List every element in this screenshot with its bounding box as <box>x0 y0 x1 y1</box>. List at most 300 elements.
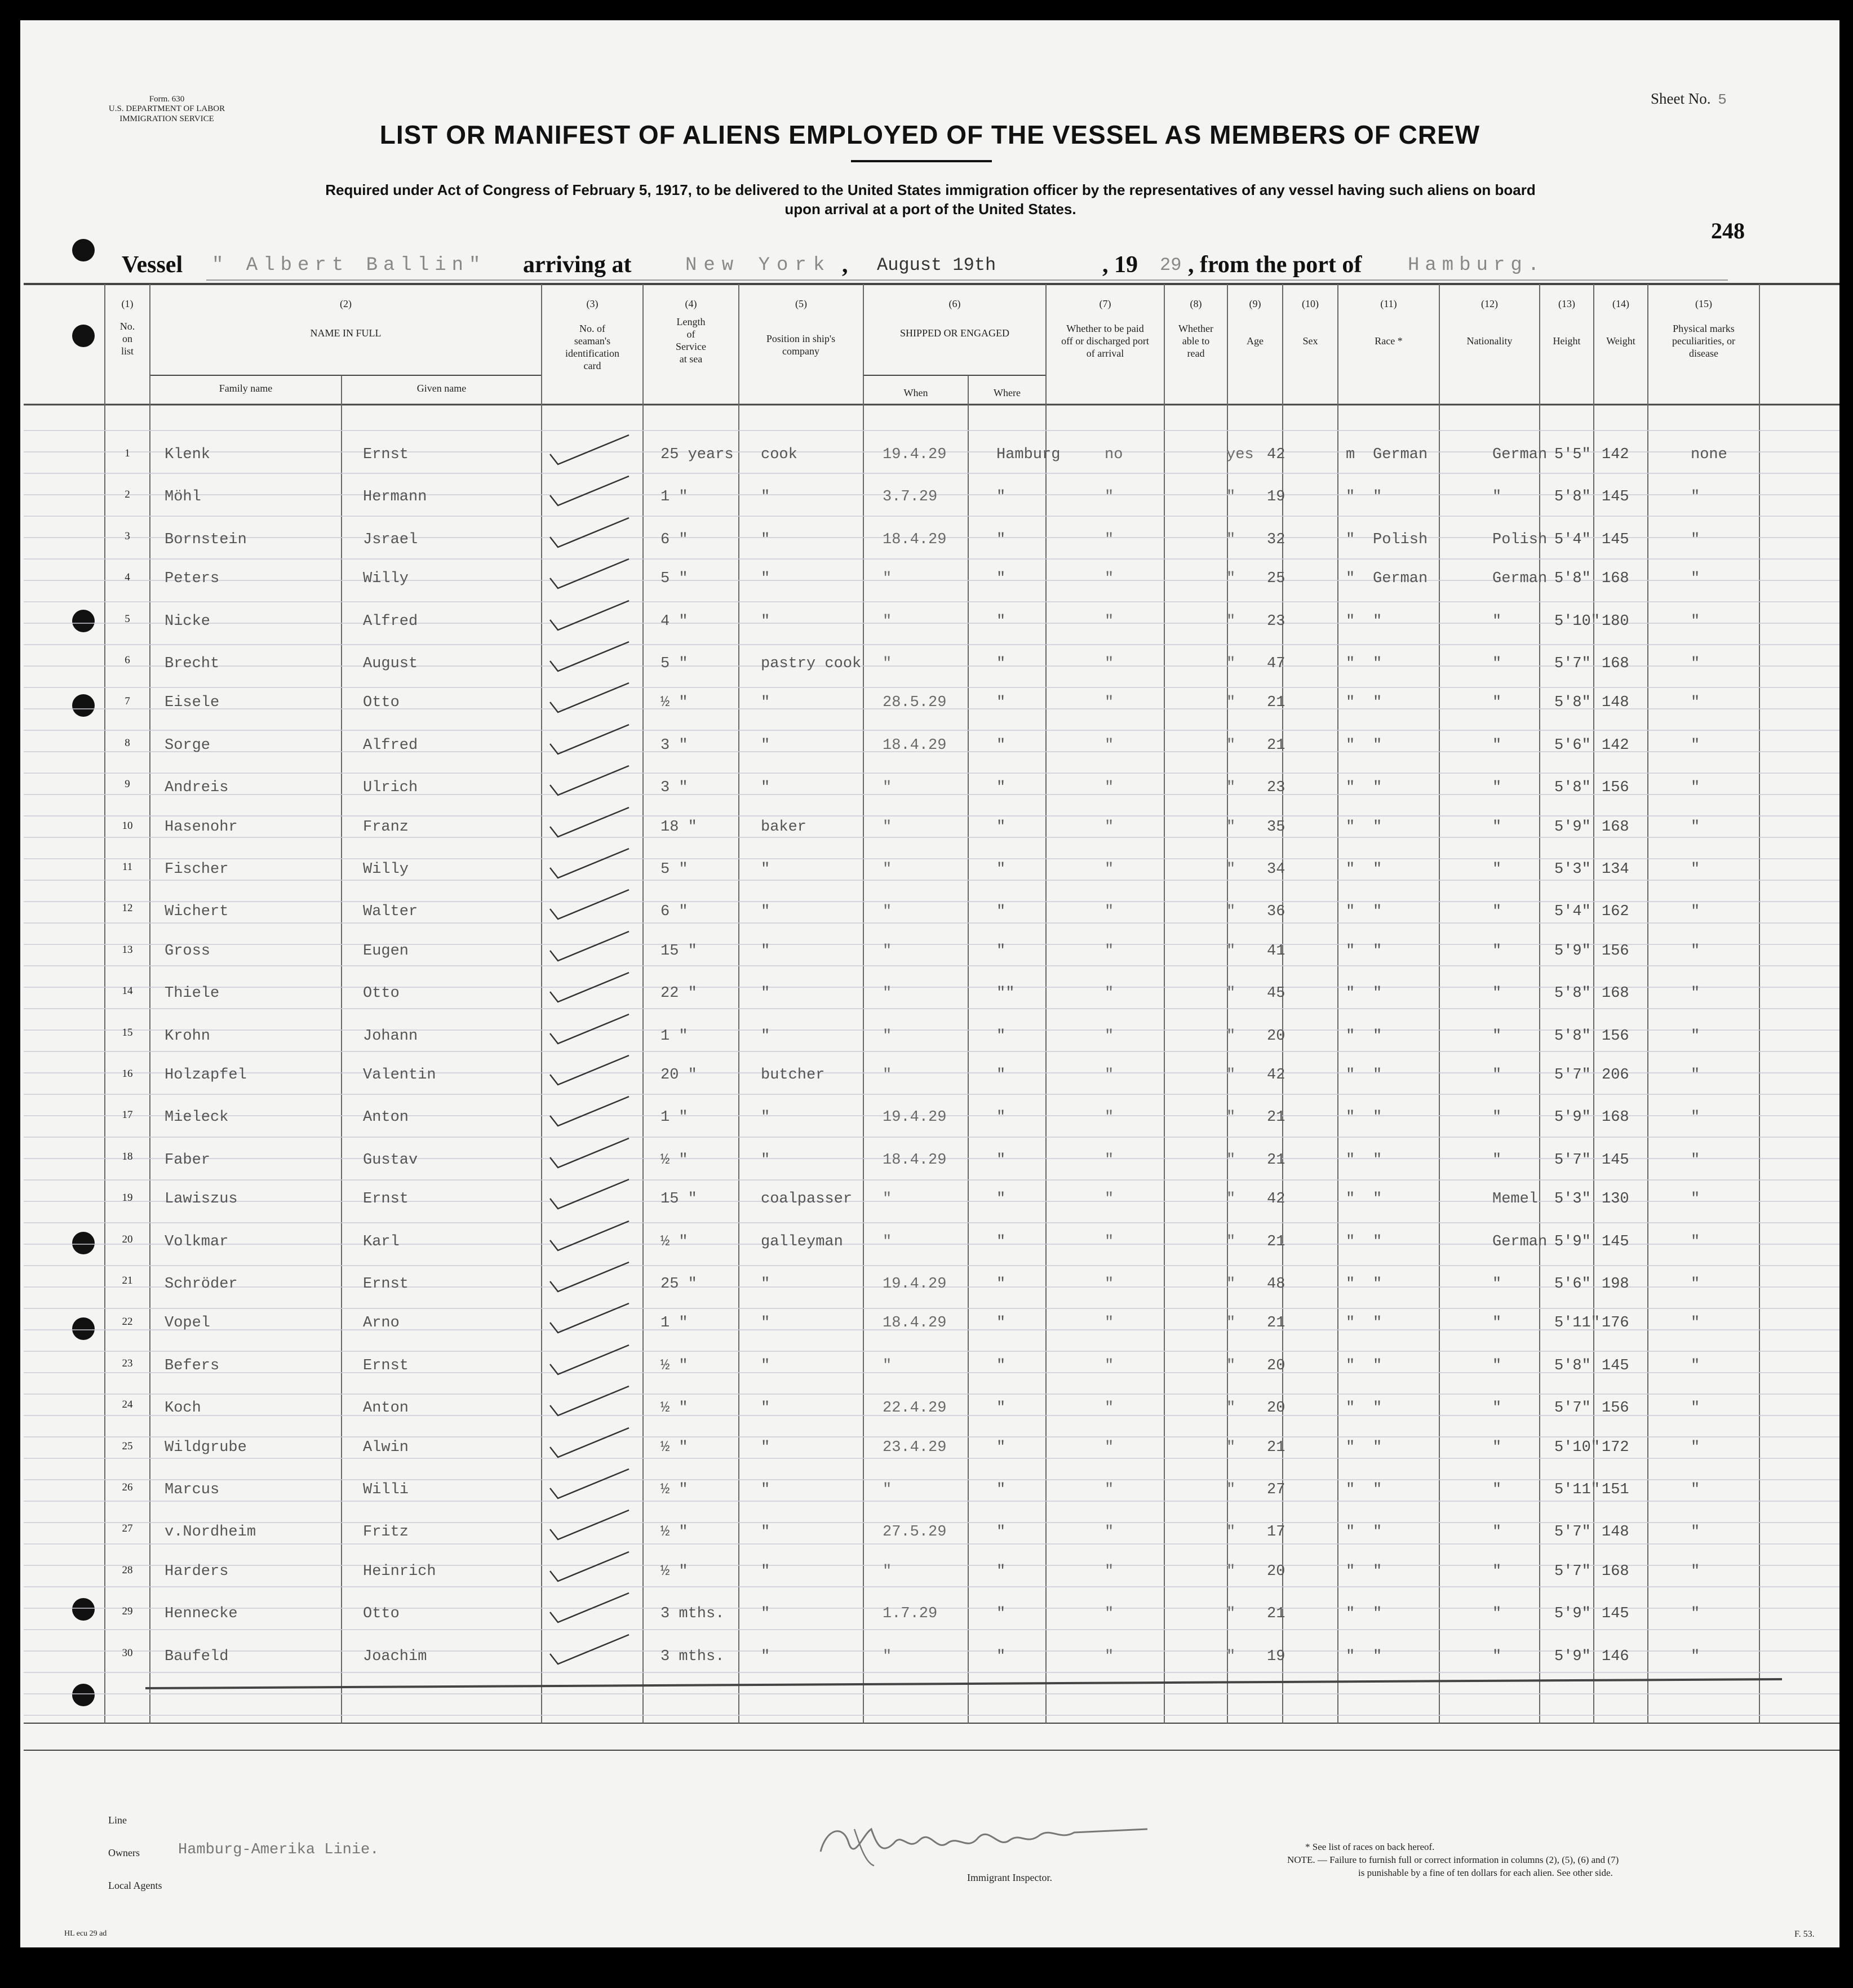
race-cell: " <box>1373 1109 1382 1126</box>
col10-number: (10) <box>1302 298 1319 309</box>
row-number: 8 <box>125 736 130 749</box>
col-race: Race * <box>1375 335 1403 347</box>
row-number: 27 <box>122 1523 133 1535</box>
col-no-on-list: No. on list <box>119 321 135 357</box>
height-cell: 5'9" <box>1554 942 1591 960</box>
weight-cell: 145 <box>1602 531 1629 548</box>
position-cell: " <box>761 694 770 712</box>
check-mark-icon <box>544 678 640 718</box>
sex-cell: " <box>1346 1191 1355 1208</box>
year-suffix: 29 <box>1160 255 1182 276</box>
able-to-read-cell: " <box>1226 613 1236 630</box>
shipped-when-cell: 18.4.29 <box>883 1151 947 1169</box>
paid-off-cell: " <box>1105 1027 1114 1045</box>
race-cell: " <box>1373 903 1382 921</box>
paid-off-cell: " <box>1105 1276 1114 1293</box>
shipped-where-cell: " <box>996 1067 1006 1084</box>
department-name: U.S. DEPARTMENT OF LABOR <box>108 104 225 114</box>
race-cell: " <box>1373 1439 1382 1456</box>
col15-number: (15) <box>1695 298 1712 309</box>
nationality-cell: " <box>1492 489 1502 506</box>
given-name-cell: Gustav <box>363 1151 418 1169</box>
col-family-name: Family name <box>219 383 273 394</box>
shipped-when-cell: " <box>883 985 892 1002</box>
check-mark-icon <box>544 1010 640 1049</box>
check-mark-icon <box>544 1299 640 1338</box>
nationality-cell: Polish <box>1492 531 1548 548</box>
family-name-cell: Koch <box>165 1400 201 1417</box>
local-agents-label: Local Agents <box>108 1880 162 1891</box>
check-mark-icon <box>544 431 640 470</box>
family-name-cell: Klenk <box>165 446 211 463</box>
shipped-when-cell: " <box>883 861 892 878</box>
family-name-cell: Nicke <box>165 613 211 630</box>
able-to-read-cell: " <box>1226 1400 1236 1417</box>
given-name-cell: Anton <box>363 1400 409 1417</box>
shipped-when-cell: " <box>883 903 892 921</box>
arrival-date: August 19th <box>877 255 996 276</box>
height-cell: 5'3" <box>1554 861 1591 878</box>
penalty-note-cont: is punishable by a fine of ten dollars for each alien. See other side. <box>1358 1867 1613 1878</box>
given-name-cell: Otto <box>363 694 400 712</box>
row-number: 22 <box>122 1316 133 1328</box>
col8-number: (8) <box>1190 298 1202 309</box>
shipped-where-cell: " <box>996 1524 1006 1541</box>
height-cell: 5'6" <box>1554 1276 1591 1293</box>
able-to-read-cell: " <box>1226 1276 1236 1293</box>
family-name-cell: Harders <box>165 1563 229 1580</box>
weight-cell: 162 <box>1602 903 1629 921</box>
family-name-cell: Sorge <box>165 736 211 754</box>
race-cell: " <box>1373 1276 1382 1293</box>
row-number: 23 <box>122 1357 133 1369</box>
physical-marks-cell: " <box>1691 861 1700 878</box>
row-number: 6 <box>125 654 130 666</box>
service-length-cell: ½ " <box>660 1439 688 1456</box>
sex-cell: " <box>1346 570 1355 588</box>
height-cell: 5'9" <box>1554 1233 1591 1250</box>
family-name-cell: Krohn <box>165 1027 211 1045</box>
physical-marks-cell: " <box>1691 985 1700 1002</box>
nationality-cell: " <box>1492 861 1502 878</box>
sheet-value: 5 <box>1718 91 1727 108</box>
race-cell: " <box>1373 818 1382 836</box>
age-cell: 21 <box>1267 1233 1285 1250</box>
paid-off-cell: " <box>1105 613 1114 630</box>
physical-marks-cell: none <box>1691 446 1727 463</box>
physical-marks-cell: " <box>1691 1233 1700 1250</box>
subtitle-line-2: upon arrival at a port of the United States. <box>784 201 1076 218</box>
check-mark-icon <box>544 1258 640 1297</box>
col5-number: (5) <box>795 298 807 309</box>
paid-off-cell: " <box>1105 655 1114 672</box>
departure-port: Hamburg. <box>1408 255 1545 276</box>
col-able-to-read: Whether able to read <box>1178 323 1213 359</box>
service-length-cell: ½ " <box>660 1357 688 1374</box>
family-name-cell: Bornstein <box>165 531 247 548</box>
owners-value: Hamburg-Amerika Linie. <box>178 1841 379 1858</box>
nationality-cell: " <box>1492 613 1502 630</box>
service-length-cell: 18 " <box>660 818 697 836</box>
nationality-cell: " <box>1492 1481 1502 1498</box>
shipped-when-cell: " <box>883 1067 892 1084</box>
race-cell: " <box>1373 1027 1382 1045</box>
given-name-cell: Franz <box>363 818 409 836</box>
row-number: 15 <box>122 1026 133 1039</box>
position-cell: cook <box>761 446 797 463</box>
nationality-cell: " <box>1492 1563 1502 1580</box>
row-number: 25 <box>122 1440 133 1452</box>
paid-off-cell: " <box>1105 861 1114 878</box>
weight-cell: 145 <box>1602 489 1629 506</box>
service-length-cell: 25 " <box>660 1276 697 1293</box>
check-mark-icon <box>544 1506 640 1545</box>
weight-cell: 130 <box>1602 1191 1629 1208</box>
row-number: 4 <box>125 571 130 584</box>
sex-cell: " <box>1346 1648 1355 1665</box>
physical-marks-cell: " <box>1691 655 1700 672</box>
family-name-cell: Vopel <box>165 1315 211 1332</box>
shipped-where-cell: " <box>996 1027 1006 1045</box>
given-name-cell: Ernst <box>363 1357 409 1374</box>
position-cell: " <box>761 1151 770 1169</box>
shipped-when-cell: 19.4.29 <box>883 1109 947 1126</box>
physical-marks-cell: " <box>1691 1357 1700 1374</box>
given-name-cell: Otto <box>363 985 400 1002</box>
age-cell: 17 <box>1267 1524 1285 1541</box>
col-name-in-full: NAME IN FULL <box>310 327 382 339</box>
weight-cell: 156 <box>1602 779 1629 797</box>
able-to-read-cell: " <box>1226 1027 1236 1045</box>
vessel-name: " Albert Ballin" <box>212 255 486 276</box>
col-weight: Weight <box>1606 335 1635 347</box>
from-port-label: , from the port of <box>1188 252 1362 278</box>
print-code: HL ecu 29 ad <box>64 1929 107 1938</box>
given-name-cell: Karl <box>363 1233 400 1250</box>
inspector-signature <box>809 1812 1159 1874</box>
age-cell: 19 <box>1267 1648 1285 1665</box>
race-cell: " <box>1373 1400 1382 1417</box>
weight-cell: 172 <box>1602 1439 1629 1456</box>
weight-cell: 145 <box>1602 1233 1629 1250</box>
sex-cell: " <box>1346 489 1355 506</box>
col-paid-off: Whether to be paid off or discharged port of arrival <box>1061 323 1149 359</box>
check-mark-icon <box>544 720 640 760</box>
given-name-cell: Alwin <box>363 1439 409 1456</box>
family-name-cell: Volkmar <box>165 1233 229 1250</box>
row-number: 18 <box>122 1150 133 1162</box>
age-cell: 42 <box>1267 1067 1285 1084</box>
height-cell: 5'8" <box>1554 985 1591 1002</box>
nationality-cell: " <box>1492 1276 1502 1293</box>
col4-number: (4) <box>685 298 697 309</box>
form-code: F. 53. <box>1794 1929 1815 1939</box>
family-name-cell: Wichert <box>165 903 229 921</box>
nationality-cell: " <box>1492 942 1502 960</box>
weight-cell: 206 <box>1602 1067 1629 1084</box>
row-number: 24 <box>122 1399 133 1411</box>
physical-marks-cell: " <box>1691 942 1700 960</box>
family-name-cell: Eisele <box>165 694 220 712</box>
paid-off-cell: " <box>1105 1109 1114 1126</box>
shipped-when-cell: 27.5.29 <box>883 1524 947 1541</box>
height-cell: 5'5" <box>1554 446 1591 463</box>
position-cell: pastry cook <box>761 655 862 672</box>
race-cell: " <box>1373 694 1382 712</box>
shipped-when-cell: 22.4.29 <box>883 1400 947 1417</box>
given-name-cell: Valentin <box>363 1067 436 1084</box>
col3-number: (3) <box>586 298 599 309</box>
able-to-read-cell: " <box>1226 1524 1236 1541</box>
shipped-when-cell: 18.4.29 <box>883 531 947 548</box>
shipped-where-cell: " <box>996 779 1006 797</box>
physical-marks-cell: " <box>1691 1648 1700 1665</box>
able-to-read-cell: " <box>1226 1357 1236 1374</box>
physical-marks-cell: " <box>1691 736 1700 754</box>
given-name-cell: Johann <box>363 1027 418 1045</box>
height-cell: 5'3" <box>1554 1191 1591 1208</box>
sex-cell: " <box>1346 1067 1355 1084</box>
position-cell: " <box>761 570 770 588</box>
physical-marks-cell: " <box>1691 1067 1700 1084</box>
race-cell: " <box>1373 736 1382 754</box>
row-number: 3 <box>125 530 130 542</box>
service-length-cell: ½ " <box>660 1151 688 1169</box>
race-cell: " <box>1373 861 1382 878</box>
shipped-when-cell: 18.4.29 <box>883 736 947 754</box>
position-cell: " <box>761 1276 770 1293</box>
family-name-cell: Holzapfel <box>165 1067 247 1084</box>
nationality-cell: " <box>1492 1109 1502 1126</box>
age-cell: 20 <box>1267 1563 1285 1580</box>
shipped-when-cell: " <box>883 1648 892 1665</box>
position-cell: butcher <box>761 1067 825 1084</box>
nationality-cell: German <box>1492 1233 1548 1250</box>
race-cell: " <box>1373 1524 1382 1541</box>
service-length-cell: 3 " <box>660 779 688 797</box>
paid-off-cell: " <box>1105 903 1114 921</box>
nationality-cell: " <box>1492 903 1502 921</box>
family-name-cell: Peters <box>165 570 220 588</box>
age-cell: 21 <box>1267 1439 1285 1456</box>
col-seaman-card: No. of seaman's identification card <box>565 323 619 371</box>
check-mark-icon <box>544 927 640 966</box>
sex-cell: " <box>1346 861 1355 878</box>
col-age: Age <box>1247 335 1264 347</box>
position-cell: " <box>761 1439 770 1456</box>
check-mark-icon <box>544 1134 640 1173</box>
row-number: 12 <box>122 902 133 915</box>
family-name-cell: v.Nordheim <box>165 1524 256 1541</box>
sheet-label: Sheet No. <box>1651 90 1711 107</box>
given-name-cell: Otto <box>363 1605 400 1623</box>
given-name-cell: Hermann <box>363 489 427 506</box>
col-length-service: Length of Service at sea <box>676 316 706 365</box>
paid-off-cell: " <box>1105 489 1114 506</box>
able-to-read-cell: " <box>1226 1648 1236 1665</box>
height-cell: 5'7" <box>1554 1524 1591 1541</box>
shipped-when-cell: " <box>883 570 892 588</box>
position-cell: " <box>761 861 770 878</box>
physical-marks-cell: " <box>1691 818 1700 836</box>
height-cell: 5'10" <box>1554 1439 1601 1456</box>
paid-off-cell: " <box>1105 1400 1114 1417</box>
physical-marks-cell: " <box>1691 1481 1700 1498</box>
family-name-cell: Marcus <box>165 1481 220 1498</box>
physical-marks-cell: " <box>1691 531 1700 548</box>
service-length-cell: 6 " <box>660 903 688 921</box>
sex-cell: " <box>1346 903 1355 921</box>
check-mark-icon <box>544 1092 640 1131</box>
shipped-where-cell: " <box>996 818 1006 836</box>
shipped-where-cell: " <box>996 736 1006 754</box>
position-cell: " <box>761 1481 770 1498</box>
race-cell: " <box>1373 985 1382 1002</box>
check-mark-icon <box>544 1423 640 1463</box>
position-cell: " <box>761 942 770 960</box>
vessel-line: Vessel " Albert Ballin" arriving at New York , August 19th , 19 29 , from the port of Hamburg. <box>122 247 1739 286</box>
position-cell: coalpasser <box>761 1191 853 1208</box>
check-mark-icon <box>544 1465 640 1504</box>
weight-cell: 156 <box>1602 942 1629 960</box>
col12-number: (12) <box>1481 298 1498 309</box>
given-name-cell: Ernst <box>363 446 409 463</box>
physical-marks-cell: " <box>1691 1524 1700 1541</box>
check-mark-icon <box>544 1588 640 1628</box>
physical-marks-cell: " <box>1691 489 1700 506</box>
position-cell: " <box>761 1648 770 1665</box>
service-length-cell: 5 " <box>660 655 688 672</box>
able-to-read-cell: " <box>1226 1315 1236 1332</box>
sex-cell: " <box>1346 1233 1355 1250</box>
service-length-cell: ½ " <box>660 1233 688 1250</box>
paid-off-cell: " <box>1105 1524 1114 1541</box>
age-cell: 45 <box>1267 985 1285 1002</box>
penalty-note: NOTE. — Failure to furnish full or correct information in columns (2), (5), (6) and (7) <box>1287 1854 1619 1865</box>
weight-cell: 180 <box>1602 613 1629 630</box>
sex-cell: " <box>1346 779 1355 797</box>
race-cell: " <box>1373 489 1382 506</box>
given-name-cell: Willy <box>363 861 409 878</box>
physical-marks-cell: " <box>1691 903 1700 921</box>
given-name-cell: Joachim <box>363 1648 427 1665</box>
physical-marks-cell: " <box>1691 1315 1700 1332</box>
position-cell: galleyman <box>761 1233 843 1250</box>
weight-cell: 145 <box>1602 1151 1629 1169</box>
given-name-cell: Ernst <box>363 1191 409 1208</box>
height-cell: 5'8" <box>1554 489 1591 506</box>
sex-cell: " <box>1346 736 1355 754</box>
height-cell: 5'8" <box>1554 570 1591 588</box>
col-physical-marks: Physical marks peculiarities, or disease <box>1672 323 1735 359</box>
nationality-cell: " <box>1492 1315 1502 1332</box>
check-mark-icon <box>544 1175 640 1214</box>
age-cell: 20 <box>1267 1027 1285 1045</box>
given-name-cell: Alfred <box>363 736 418 754</box>
weight-cell: 168 <box>1602 818 1629 836</box>
check-mark-icon <box>544 637 640 677</box>
row-number: 2 <box>125 489 130 501</box>
col-height: Height <box>1553 335 1581 347</box>
height-cell: 5'10" <box>1554 613 1601 630</box>
family-name-cell: Möhl <box>165 489 201 506</box>
race-cell: " <box>1373 1605 1382 1623</box>
weight-cell: 168 <box>1602 985 1629 1002</box>
sex-cell: " <box>1346 1605 1355 1623</box>
given-name-cell: Willi <box>363 1481 409 1498</box>
able-to-read-cell: " <box>1226 1481 1236 1498</box>
sex-cell: " <box>1346 1524 1355 1541</box>
position-cell: " <box>761 1027 770 1045</box>
able-to-read-cell: " <box>1226 942 1236 960</box>
service-length-cell: 3 mths. <box>660 1648 725 1665</box>
row-number: 19 <box>122 1192 133 1204</box>
row-number: 17 <box>122 1109 133 1121</box>
able-to-read-cell: " <box>1226 655 1236 672</box>
able-to-read-cell: " <box>1226 570 1236 588</box>
col2-number: (2) <box>340 298 352 309</box>
sex-cell: " <box>1346 1276 1355 1293</box>
shipped-when-cell: 23.4.29 <box>883 1439 947 1456</box>
race-cell: " <box>1373 613 1382 630</box>
service-length-cell: 4 " <box>660 613 688 630</box>
paid-off-cell: " <box>1105 1233 1114 1250</box>
shipped-where-cell: " <box>996 613 1006 630</box>
paid-off-cell: " <box>1105 1067 1114 1084</box>
sex-cell: " <box>1346 1315 1355 1332</box>
weight-cell: 142 <box>1602 736 1629 754</box>
col-given-name: Given name <box>416 383 467 394</box>
shipped-when-cell: 19.4.29 <box>883 1276 947 1293</box>
service-length-cell: 1 " <box>660 1109 688 1126</box>
weight-cell: 148 <box>1602 694 1629 712</box>
col-where: Where <box>994 387 1021 398</box>
nationality-cell: " <box>1492 818 1502 836</box>
given-name-cell: Fritz <box>363 1524 409 1541</box>
physical-marks-cell: " <box>1691 1109 1700 1126</box>
race-note: * See list of races on back hereof. <box>1305 1841 1435 1852</box>
shipped-where-cell: " <box>996 1481 1006 1498</box>
physical-marks-cell: " <box>1691 779 1700 797</box>
row-number: 21 <box>122 1275 133 1286</box>
shipped-where-cell: " <box>996 1191 1006 1208</box>
age-cell: 42 <box>1267 1191 1285 1208</box>
shipped-where-cell: " <box>996 1276 1006 1293</box>
col7-number: (7) <box>1099 298 1111 309</box>
nationality-cell: " <box>1492 736 1502 754</box>
check-mark-icon <box>544 554 640 594</box>
paid-off-cell: " <box>1105 1357 1114 1374</box>
subtitle-line-1: Required under Act of Congress of February 5, 1917, to be delivered to the United States immigration officer by the representatives of any vessel having such aliens on board <box>325 181 1536 198</box>
footer-notes <box>1287 1840 1794 1879</box>
position-cell: " <box>761 1357 770 1374</box>
height-cell: 5'4" <box>1554 903 1591 921</box>
row-number: 11 <box>122 861 133 873</box>
race-cell: German <box>1373 570 1428 588</box>
arriving-label: arriving at <box>523 252 632 278</box>
row-number: 20 <box>122 1233 133 1245</box>
weight-cell: 134 <box>1602 861 1629 878</box>
sex-cell: " <box>1346 985 1355 1002</box>
nationality-cell: German <box>1492 446 1548 463</box>
race-cell: " <box>1373 1233 1382 1250</box>
given-name-cell: Heinrich <box>363 1563 436 1580</box>
paid-off-cell: " <box>1105 1315 1114 1332</box>
able-to-read-cell: " <box>1226 985 1236 1002</box>
family-name-cell: Faber <box>165 1151 211 1169</box>
position-cell: " <box>761 1563 770 1580</box>
age-cell: 21 <box>1267 736 1285 754</box>
